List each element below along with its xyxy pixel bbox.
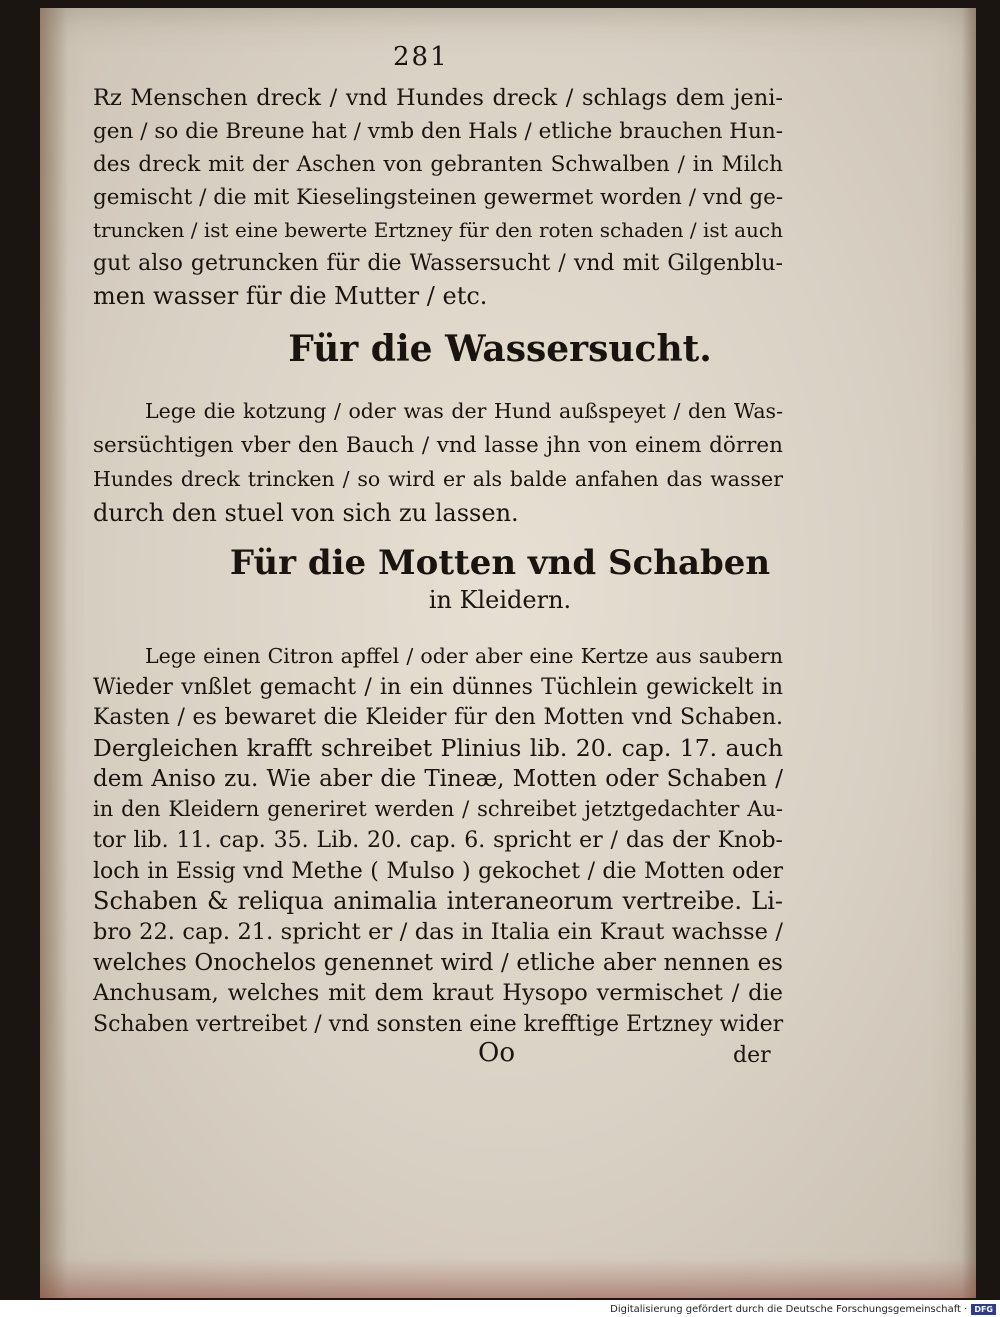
text-line: Hundes dreck trincken / so wird er als balde anfahen das wasser: [93, 467, 783, 491]
text-line: gen / so die Breune hat / vmb den Hals / etliche brauchen Hun-: [93, 119, 783, 144]
page-number: 281: [393, 42, 449, 72]
text-line: loch in Essig vnd Methe ( Mulso ) gekochet / die Motten oder: [93, 858, 783, 884]
text-line: Wieder vnßlet gemacht / in ein dünnes Tüchlein gewickelt in: [93, 674, 783, 700]
page-stain-bottom: [40, 1258, 976, 1298]
text-line: men wasser für die Mutter / etc.: [93, 282, 488, 310]
section-heading-wassersucht: Für die Wassersucht.: [288, 328, 712, 370]
text-line: Schaben & reliqua animalia interaneorum vertreibe. Li-: [93, 887, 783, 916]
section-heading-motten: Für die Motten vnd Schaben: [229, 543, 771, 583]
text-line: truncken / ist eine bewerte Ertzney für den roten schaden / ist auch: [93, 218, 783, 242]
text-line: des dreck mit der Aschen von gebranten Schwalben / in Milch: [93, 152, 783, 177]
text-line: in den Kleidern generiret werden / schreibet jetztgedachter Au-: [93, 797, 783, 822]
text-line: gut also getruncken für die Wassersucht / vnd mit Gilgenblu-: [93, 251, 783, 276]
text-line: Lege die kotzung / oder was der Hund außspeyet / den Was-: [145, 399, 783, 423]
text-line: welches Onochelos genennet wird / etliche aber nennen es: [93, 949, 783, 976]
text-line: Rz Menschen dreck / vnd Hundes dreck / schlags dem jeni-: [93, 85, 783, 111]
text-line: dem Aniso zu. Wie aber die Tineæ, Motten oder Schaben /: [93, 765, 783, 792]
footer-credit: [610, 1302, 996, 1317]
text-line: Lege einen Citron apffel / oder aber eine Kertze aus saubern: [145, 644, 783, 668]
text-line: Anchusam, welches mit dem kraut Hysopo vermischet / die: [93, 980, 783, 1007]
text-line: Schaben vertreibet / vnd sonsten eine krefftige Ertzney wider: [93, 1012, 784, 1037]
dfg-logo-icon: DFG: [971, 1304, 996, 1315]
page-shadow-left: [40, 8, 68, 1298]
text-line: tor lib. 11. cap. 35. Lib. 20. cap. 6. spricht er / das der Knob-: [93, 828, 783, 853]
catchword: der: [733, 1043, 771, 1068]
text-line: Kasten / es bewaret die Kleider für den Motten vnd Schaben.: [93, 705, 783, 731]
text-line: durch den stuel von sich zu lassen.: [93, 499, 519, 527]
text-line: sersüchtigen vber den Bauch / vnd lasse jhn von einem dörren: [93, 433, 783, 458]
page-shadow-right: [962, 8, 976, 1298]
text-line: Dergleichen krafft schreibet Plinius lib. 20. cap. 17. auch: [93, 734, 783, 762]
signature-mark: Oo: [478, 1038, 515, 1068]
text-line: bro 22. cap. 21. spricht er / das in Italia ein Kraut wachsse /: [93, 919, 783, 945]
section-subheading-kleidern: in Kleidern.: [428, 586, 572, 614]
text-line: gemischt / die mit Kieselingsteinen gewermet worden / vnd ge-: [93, 185, 784, 210]
footer-text: Digitalisierung gefördert durch die Deutsche Forschungsgemeinschaft ·: [610, 1304, 968, 1315]
